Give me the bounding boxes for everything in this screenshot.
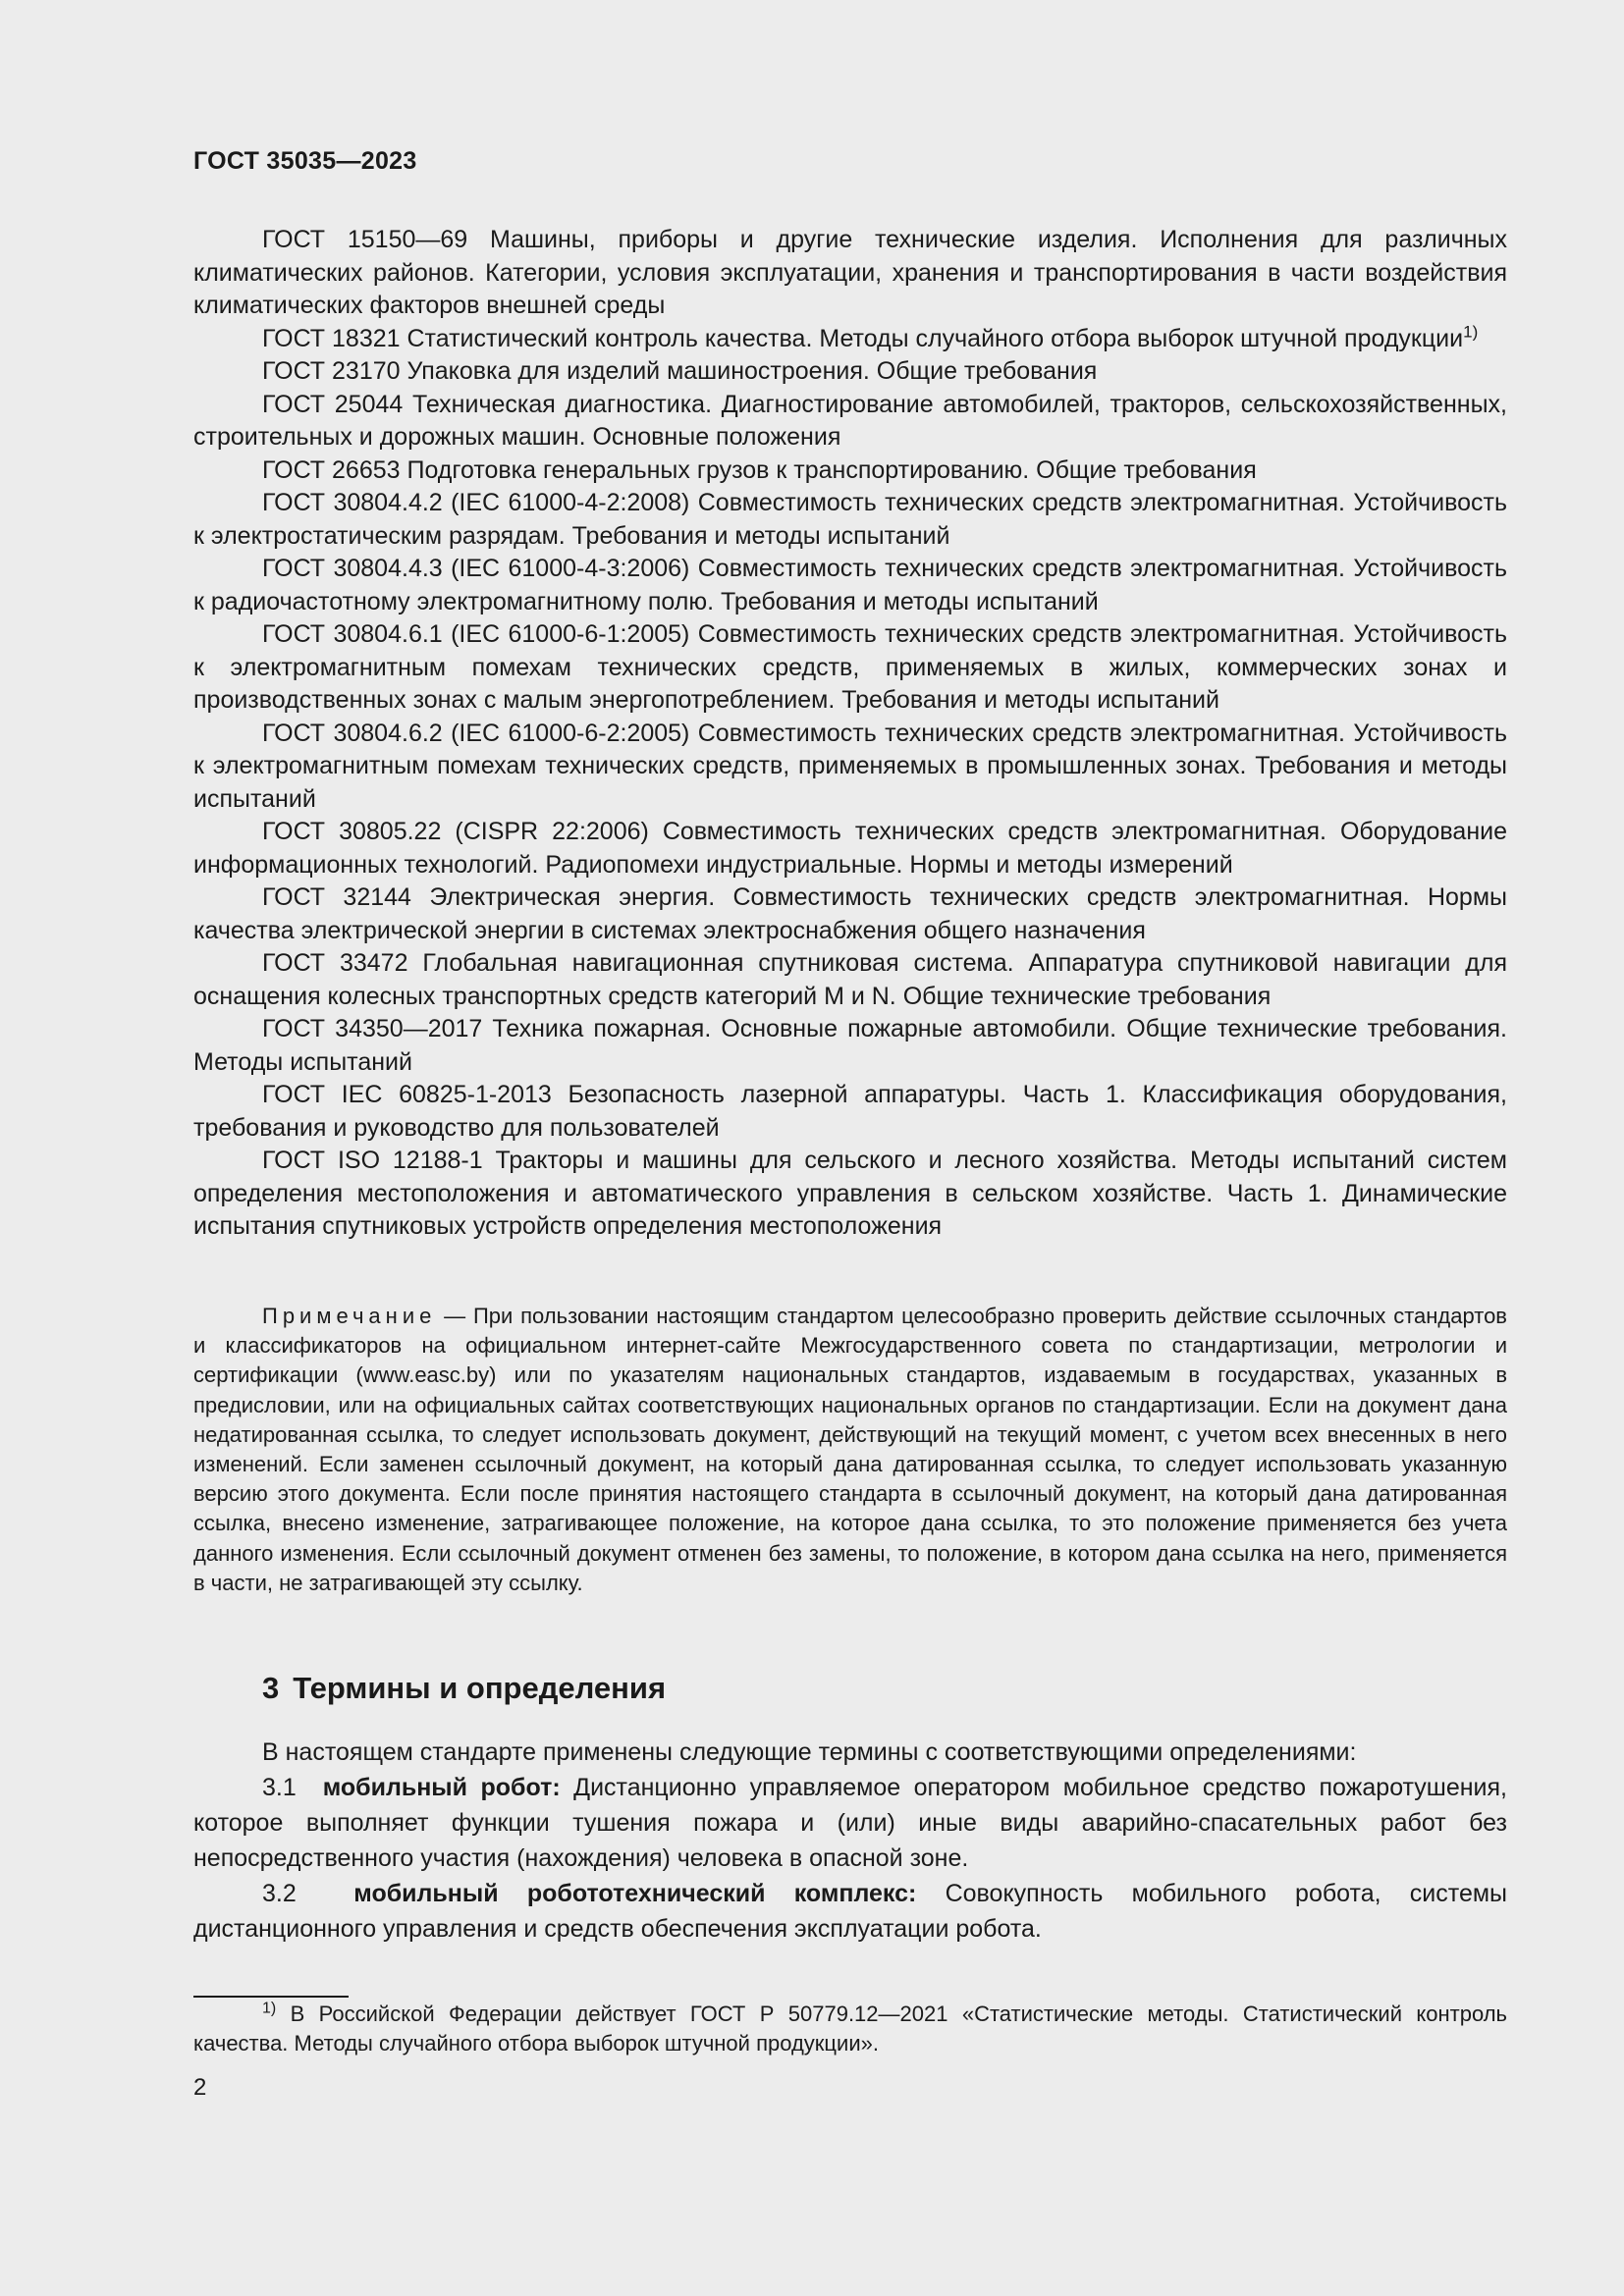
term-name: мобильный робот: — [322, 1774, 561, 1801]
reference-item: ГОСТ IEC 60825-1-2013 Безопасность лазерной аппаратуры. Часть 1. Классификация оборудования, требования и руководство для пользователей — [193, 1081, 1507, 1142]
term-definition — [193, 1770, 1507, 1876]
footnote-number: 1) — [262, 2000, 277, 2017]
section-body — [193, 1735, 1507, 1947]
reference-item: ГОСТ 18321 Статистический контроль качества. Методы случайного отбора выборок штучной продукции$^{1)}$ — [262, 322, 1479, 352]
term-name: мобильный робототехнический комплекс: — [353, 1880, 917, 1907]
reference-item: ГОСТ 30805.22 (CISPR 22:2006) Совместимость технических средств электромагнитная. Оборудование информационных технологий. Радиопомехи индустриальные. Нормы и методы измерений — [193, 818, 1507, 879]
reference-item: ГОСТ 25044 Техническая диагностика. Диагностирование автомобилей, тракторов, сельскохозяйственных, строительных и дорожных машин. Основные положения — [193, 390, 1507, 451]
reference-item: ГОСТ 30804.6.2 (IEC 61000-6-2:2005) Совместимость технических средств электромагнитная. Устойчивость к электромагнитным помехам технических средств, применяемых в промышленных зонах. Требования и методы испытаний — [193, 719, 1507, 813]
reference-item: ГОСТ 33472 Глобальная навигационная спутниковая система. Аппаратура спутниковой навигации для оснащения колесных транспортных средств категорий M и N. Общие технические требования — [193, 949, 1507, 1010]
note-text: — При пользовании настоящим стандартом целесообразно проверить действие ссылочных стандартов и классификаторов на официальном интернет-сайте Межгосударственного совета по стандартизации, метрологии и сертификации (www.easc.by) или по указателям национальных стандартов, издаваемым в государствах, указанных в предисловии, или на официальных сайтах соответствующих национальных органов по стандартизации. Если на документ дана недатированная ссылка, то следует использовать документ, действующий на текущий момент, с учетом всех внесенных в него изменений. Если заменен ссылочный документ, на который дана датированная ссылка, то следует использовать указанную версию этого документа. Если после принятия настоящего стандарта в ссылочный документ, на который дана датированная ссылка, внесено изменение, затрагивающее положение, на которое дана ссылка, то это положение применяется без учета данного изменения. Если ссылочный документ отменен без замены, то положение, в котором дана ссылка на него, применяется в части, не затрагивающей эту ссылку. — [193, 1304, 1507, 1595]
footnote — [193, 2000, 1507, 2058]
term-text: Дистанционно управляемое оператором мобильное средство пожаротушения, которое выполняет функции тушения пожара и (или) иные виды аварийно-спасательных работ без непосредственного участия (нахождения) человека в опасной зоне. — [193, 1774, 1507, 1872]
references-note — [193, 1302, 1507, 1598]
section-heading — [262, 1671, 666, 1706]
reference-item: ГОСТ 30804.4.3 (IEC 61000-4-3:2006) Совместимость технических средств электромагнитная. Устойчивость к радиочастотному электромагнитному полю. Требования и методы испытаний — [193, 555, 1507, 615]
section-title-text: Термины и определения — [293, 1671, 667, 1705]
reference-item: ГОСТ 30804.4.2 (IEC 61000-4-2:2008) Совместимость технических средств электромагнитная. Устойчивость к электростатическим разрядам. Требования и методы испытаний — [193, 489, 1507, 550]
document-header: ГОСТ 35035—2023 — [193, 147, 417, 175]
normative-references-list — [193, 224, 1507, 1244]
footnote-mark[interactable]: 1) — [1463, 322, 1479, 342]
reference-item: ГОСТ 32144 Электрическая энергия. Совместимость технических средств электромагнитная. Нормы качества электрической энергии в системах электроснабжения общего назначения — [193, 883, 1507, 944]
reference-item: ГОСТ 15150—69 Машины, приборы и другие технические изделия. Исполнения для различных климатических районов. Категории, условия эксплуатации, хранения и транспортирования в части воздействия климатических факторов внешней среды — [193, 226, 1507, 319]
reference-item: ГОСТ ISO 12188-1 Тракторы и машины для сельского и лесного хозяйства. Методы испытаний систем определения местоположения и автоматического управления в сельском хозяйстве. Часть 1. Динамические испытания спутниковых устройств определения местоположения — [193, 1147, 1507, 1240]
footnote-separator — [193, 1996, 349, 1998]
note-label: Примечание — [262, 1304, 437, 1328]
reference-item: ГОСТ 30804.6.1 (IEC 61000-6-1:2005) Совместимость технических средств электромагнитная. Устойчивость к электромагнитным помехам технических средств, применяемых в жилых, коммерческих зонах и производственных зонах с малым энергопотреблением. Требования и методы испытаний — [193, 620, 1507, 714]
section-intro: В настоящем стандарте применены следующие термины с соответствующими определениями: — [262, 1738, 1357, 1766]
term-text: Совокупность мобильного робота, системы дистанционного управления и средств обеспечения эксплуатации робота. — [193, 1880, 1507, 1943]
term-number: 3.1 — [262, 1774, 297, 1801]
reference-item: ГОСТ 26653 Подготовка генеральных грузов к транспортированию. Общие требования — [262, 455, 1257, 484]
reference-item: ГОСТ 23170 Упаковка для изделий машиностроения. Общие требования — [262, 357, 1098, 385]
term-number: 3.2 — [262, 1880, 297, 1907]
section-number: 3 — [262, 1671, 280, 1705]
footnote-text: В Российской Федерации действует ГОСТ Р 50779.12—2021 «Статистические методы. Статистический контроль качества. Методы случайного отбора выборок штучной продукции». — [193, 2002, 1507, 2056]
page-number: 2 — [193, 2074, 207, 2101]
term-definition — [193, 1876, 1507, 1947]
reference-item: ГОСТ 34350—2017 Техника пожарная. Основные пожарные автомобили. Общие технические требования. Методы испытаний — [193, 1015, 1507, 1076]
